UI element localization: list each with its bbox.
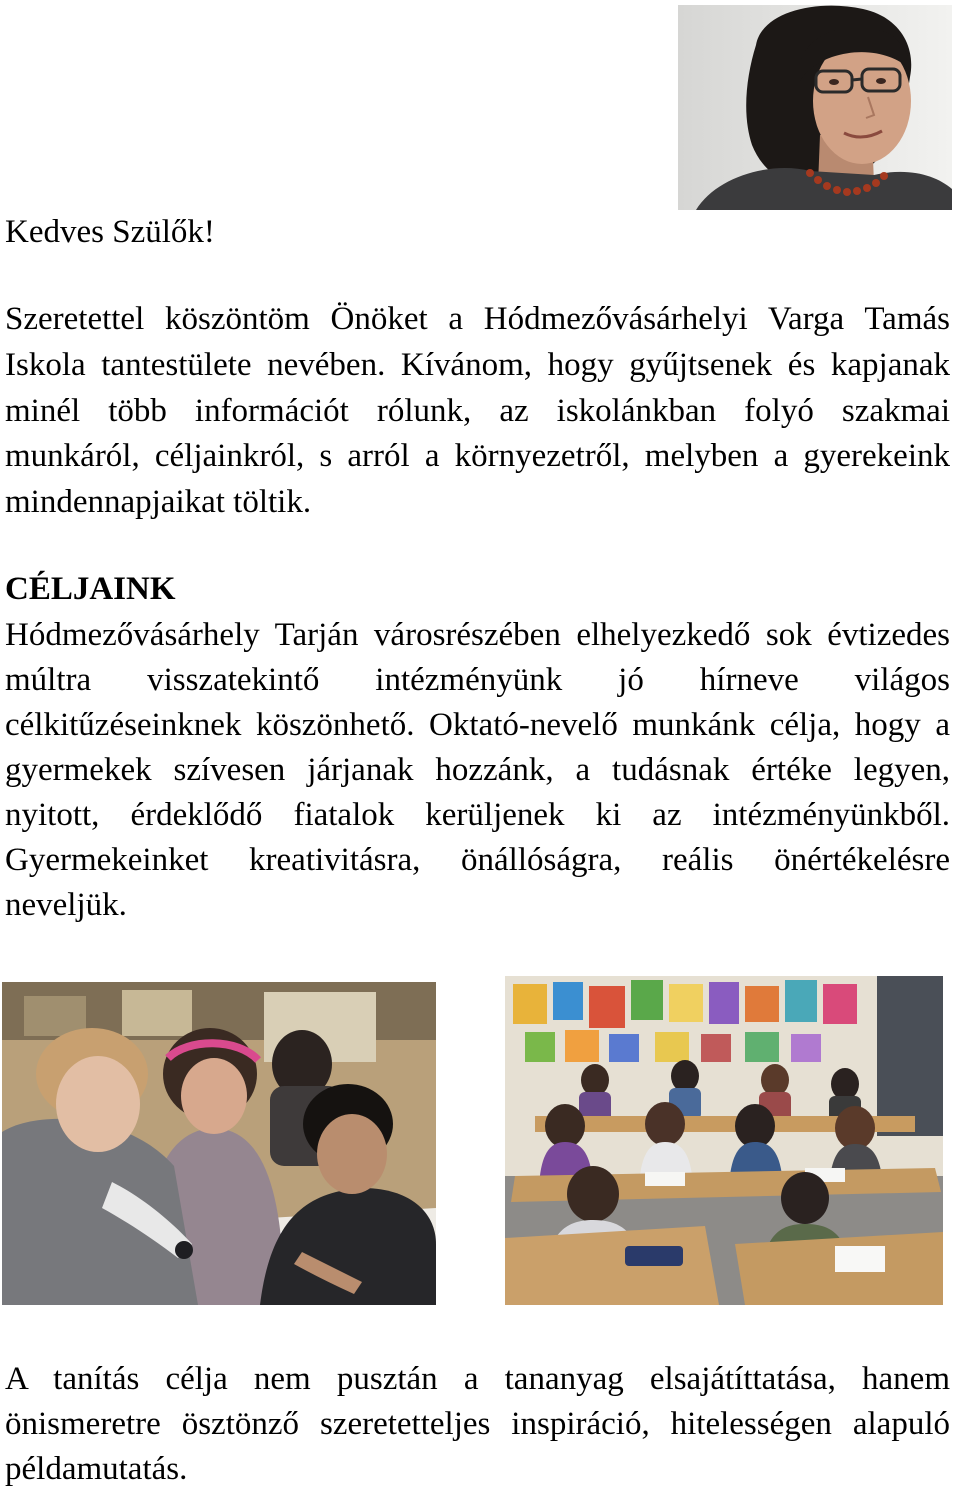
intro-line: Szeretettel köszöntöm Önöket a Hódmezővásárhelyi Varga Tamás [5,301,950,337]
closing-paragraph [5,1357,950,1487]
closing-line: példamutatás. [5,1451,188,1487]
goals-line: célkitűzéseinknek köszönhető. Oktató-nevelő munkánk célja, hogy a [5,707,950,743]
goals-paragraph [5,613,950,928]
greeting-text: Kedves Szülők! [5,214,215,250]
goals-line: Gyermekeinket kreativitásra, önállóságra, reális önértékelésre [5,842,950,878]
photo-board [877,976,943,1136]
goals-heading-block [5,567,950,612]
classroom-photo [505,976,943,1305]
goals-line: múltra visszatekintő intézményünk jó hírneve világos [5,662,950,698]
intro-line: Iskola tantestülete nevében. Kívánom, hogy gyűjtsenek és kapjanak [5,346,950,383]
intro-line: minél több információt rólunk, az iskolánkban folyó szakmai [5,392,950,429]
closing-line: önismeretre ösztönző szeretetteljes inspiráció, hitelességen alapuló [5,1406,950,1442]
intro-paragraph [5,297,950,526]
group-work-photo [2,982,436,1305]
goals-line: neveljük. [5,887,127,923]
portrait-illustration [678,5,952,210]
portrait-photo [678,5,952,210]
goals-line: gyermekek szívesen járjanak hozzánk, a tudásnak értéke legyen, [5,752,950,788]
group-work-illustration [2,982,436,1305]
goals-line: nyitott, érdeklődő fiatalok kerüljenek ki az intézményünkből. [5,797,950,833]
intro-line: munkáról, céljainkról, s arról a környezetről, melyben a gyerekeink [5,438,950,475]
greeting-block [5,210,950,255]
classroom-illustration [505,976,943,1305]
closing-line: A tanítás célja nem pusztán a tananyag elsajátíttatása, hanem [5,1361,950,1397]
goals-line: Hódmezővásárhely Tarján városrészében elhelyezkedő sok évtizedes [5,617,950,653]
intro-line: mindennapjaikat töltik. [5,484,312,520]
goals-heading: CÉLJAINK [5,571,176,607]
